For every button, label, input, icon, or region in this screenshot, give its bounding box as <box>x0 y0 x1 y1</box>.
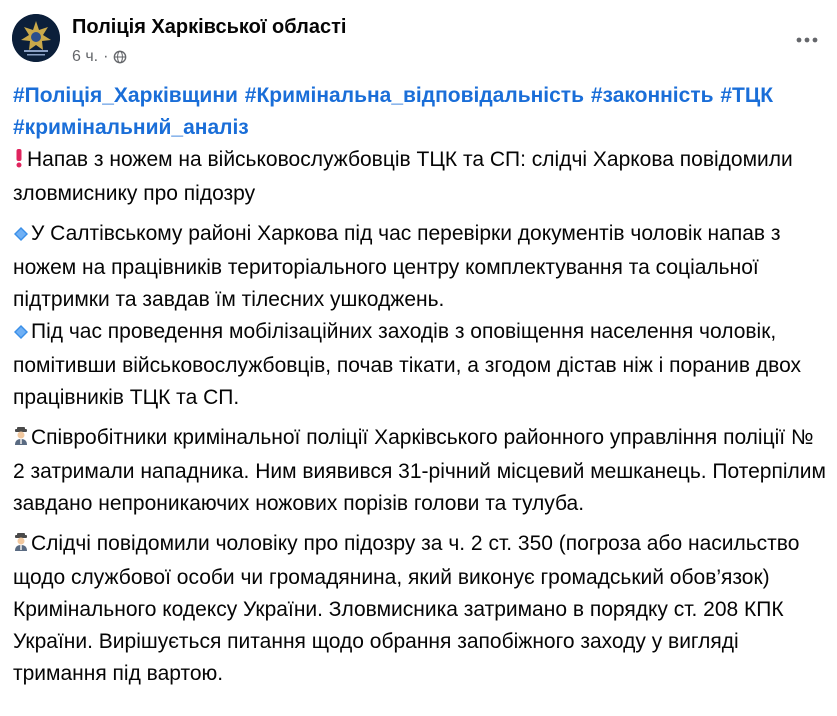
hashtag-link[interactable]: #ТЦК <box>720 84 774 107</box>
paragraph-3-text: Слідчі повідомили чоловіку про підозру за ч. 2 ст. 350 (погроза або насильство щодо службової особи чи громадянина, який виконує громадський обов’язок) Кримінального кодексу України. Зловмисника затримано в порядку ст. 208 КПК України. Вирішується питання щодо обрання запобіжного заходу у вигляді тримання під вартою. <box>13 532 800 685</box>
hashtag-list <box>13 80 828 144</box>
police-badge-icon[interactable] <box>12 14 60 62</box>
paragraph-1b <box>13 316 828 414</box>
headline-text: Напав з ножем на військовослужбовців ТЦК та СП: слідчі Харкова повідомили зловмиснику про підозру <box>13 148 793 205</box>
hashtag-link[interactable]: #Кримінальна_відповідальність <box>244 84 585 107</box>
hashtag-link[interactable]: #законність <box>590 84 714 107</box>
paragraph-3 <box>13 528 828 690</box>
more-horizontal-icon[interactable] <box>789 22 825 58</box>
hashtag-link[interactable]: #кримінальний_аналіз <box>13 116 249 139</box>
paragraph-1b-text: Під час проведення мобілізаційних заходів з оповіщення населення чоловік, помітивши військовослужбовців, почав тікати, а згодом дістав ніж і поранив двох працівників ТЦК та СП. <box>13 320 802 409</box>
paragraph-1a-text: У Салтівському районі Харкова під час перевірки документів чоловік напав з ножем на працівників територіального центру комплектування та соціальної підтримки та завдав їм тілесних ушкоджень. <box>13 222 781 311</box>
blue-diamond-icon <box>13 220 29 252</box>
globe-icon[interactable] <box>113 50 127 64</box>
hashtag-link[interactable]: #Поліція_Харківщини <box>13 84 238 107</box>
post-header <box>12 12 825 72</box>
paragraph-1a <box>13 218 828 316</box>
post-headline <box>13 144 828 210</box>
post-timestamp[interactable]: 6 ч. <box>72 48 99 65</box>
paragraph-2-text: Співробітники кримінальної поліції Харківського районного управління поліції № 2 затримали нападника. Ним виявився 31-річний місцевий мешканець. Потерпілим завдано непроникаючих ножових порізів голови та тулуба. <box>13 426 826 515</box>
meta-separator: · <box>103 48 109 65</box>
blue-diamond-icon <box>13 318 29 350</box>
page-name-link[interactable]: Поліція Харківської області <box>72 16 347 38</box>
red-exclamation-icon <box>13 146 25 178</box>
detective-icon <box>13 424 29 456</box>
post-content <box>13 80 828 690</box>
paragraph-2 <box>13 422 828 520</box>
post-meta <box>72 48 127 66</box>
detective-icon <box>13 530 29 562</box>
